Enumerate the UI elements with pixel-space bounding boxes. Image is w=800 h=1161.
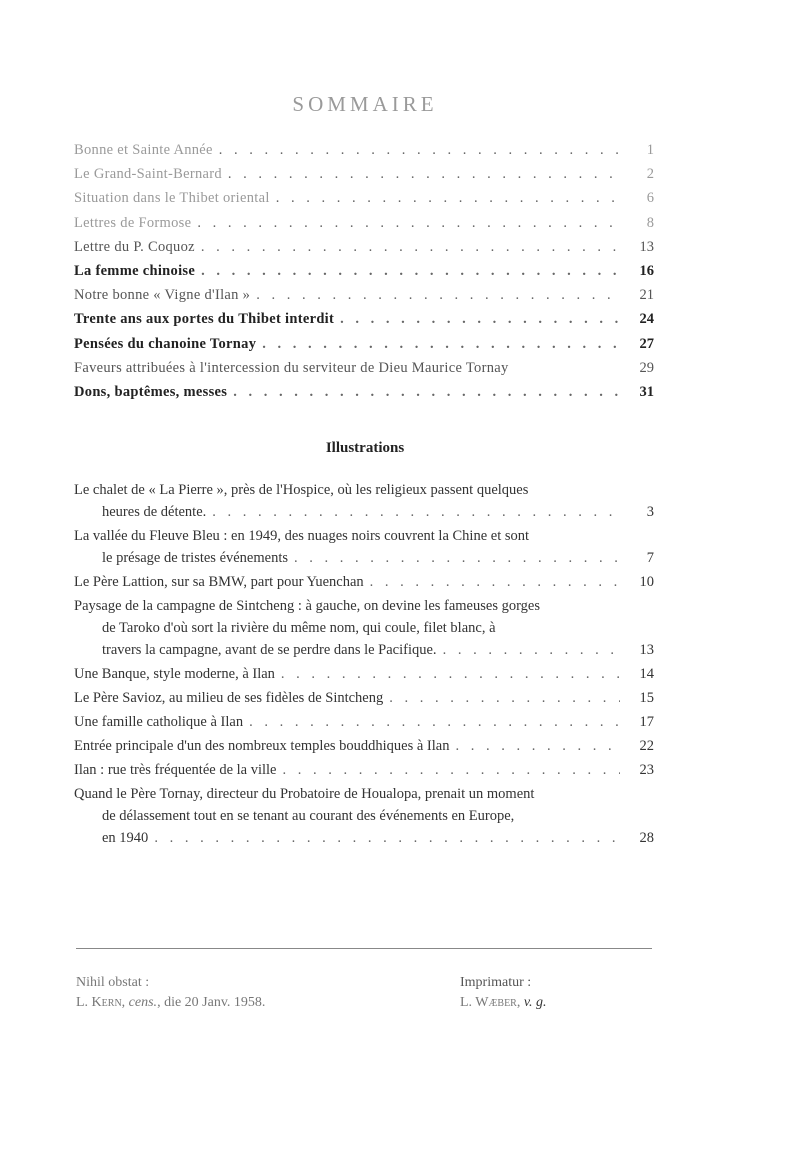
illustration-caption: Le Père Lattion, sur sa BMW, part pour Yuenchan bbox=[74, 574, 364, 590]
illustration-page: 17 bbox=[639, 714, 654, 730]
illustration-caption: heures de détente. bbox=[102, 504, 207, 520]
toc-entry-label: Situation dans le Thibet oriental bbox=[74, 190, 270, 207]
dot-leader bbox=[370, 574, 620, 591]
toc-entry-label: Notre bonne « Vigne d'Ilan » bbox=[74, 287, 251, 304]
toc-entry-label: Pensées du chanoine Tornay bbox=[74, 335, 257, 352]
page-title: SOMMAIRE bbox=[292, 92, 438, 116]
dot-leader bbox=[233, 384, 620, 401]
illustration-caption: Quand le Père Tornay, directeur du Probatoire de Houalopa, prenait un moment bbox=[74, 786, 535, 802]
illustration-page: 14 bbox=[639, 666, 654, 682]
illustration-line bbox=[74, 808, 654, 830]
illustration-caption: Une famille catholique à Ilan bbox=[74, 714, 244, 730]
imprimatur-name: L. Wæber bbox=[460, 995, 517, 1010]
toc-entry bbox=[74, 190, 654, 212]
toc-entry-page: 31 bbox=[639, 384, 654, 400]
dot-leader bbox=[249, 714, 620, 731]
illustrations-heading: Illustrations bbox=[325, 440, 405, 456]
illustration-line bbox=[74, 642, 654, 664]
illustration-page: 13 bbox=[639, 642, 654, 658]
dot-leader bbox=[283, 762, 621, 779]
toc-entry-page: 29 bbox=[639, 359, 654, 376]
toc-entry-label: Bonne et Sainte Année bbox=[74, 142, 213, 158]
toc-entry-page: 16 bbox=[639, 263, 654, 279]
illustration-caption: Le Père Savioz, au milieu de ses fidèles de Sintcheng bbox=[74, 690, 384, 706]
illustration-line bbox=[74, 598, 654, 620]
toc-entry-label: Trente ans aux portes du Thibet interdit bbox=[74, 311, 335, 328]
toc-entry-label: Le Grand-Saint-Bernard bbox=[74, 166, 222, 183]
illustration-line bbox=[74, 620, 654, 642]
toc-entry-page: 8 bbox=[646, 214, 654, 231]
illustration-page: 7 bbox=[646, 550, 654, 566]
illustration-line bbox=[74, 574, 654, 596]
illustration-line bbox=[74, 528, 654, 550]
toc-entry-page: 6 bbox=[646, 190, 654, 207]
illustration-page: 3 bbox=[646, 504, 654, 520]
illustration-entry bbox=[74, 690, 654, 712]
toc-entry bbox=[74, 142, 654, 164]
toc-entry-label: Dons, baptêmes, messes bbox=[74, 384, 228, 400]
toc-entry-page: 24 bbox=[639, 311, 654, 328]
dot-leader bbox=[201, 263, 620, 280]
illustration-line bbox=[74, 482, 654, 504]
illustration-caption: en 1940 bbox=[102, 830, 149, 846]
imprimatur-signature: L. Wæber, v. g. bbox=[460, 995, 547, 1010]
dot-leader bbox=[262, 336, 620, 353]
illustration-line bbox=[74, 830, 654, 852]
censor-date: , die 20 Janv. 1958. bbox=[157, 995, 266, 1010]
toc-entry-label: La femme chinoise bbox=[74, 263, 196, 279]
illustration-entry bbox=[74, 738, 654, 760]
illustration-caption: de délassement tout en se tenant au courant des événements en Europe, bbox=[102, 808, 515, 824]
toc-entry bbox=[74, 263, 654, 285]
dot-leader bbox=[212, 504, 620, 521]
dot-leader bbox=[281, 666, 620, 683]
illustration-entry bbox=[74, 598, 654, 664]
illustration-caption: de Taroko d'où sort la rivière du même nom, qui coule, filet blanc, à bbox=[102, 620, 496, 636]
illustration-caption: Ilan : rue très fréquentée de la ville bbox=[74, 762, 277, 778]
dot-leader bbox=[256, 287, 620, 304]
toc-entry bbox=[74, 239, 654, 261]
censor-signature: L. Kern, cens., die 20 Janv. 1958. bbox=[76, 995, 266, 1010]
illustration-line bbox=[74, 550, 654, 572]
toc-entry-page: 13 bbox=[639, 238, 654, 255]
illustration-line bbox=[74, 504, 654, 526]
illustration-page: 28 bbox=[639, 830, 654, 846]
illustration-entry bbox=[74, 666, 654, 688]
toc-entry bbox=[74, 336, 654, 358]
illustration-line bbox=[74, 738, 654, 760]
dot-leader bbox=[294, 550, 620, 567]
dot-leader bbox=[443, 642, 620, 659]
nihil-obstat-block bbox=[76, 975, 265, 1011]
imprimatur-role: v. g. bbox=[523, 995, 547, 1010]
dot-leader bbox=[228, 166, 620, 183]
imprimatur-label: Imprimatur : bbox=[460, 975, 532, 990]
dot-leader bbox=[197, 215, 620, 232]
illustration-line bbox=[74, 690, 654, 712]
illustration-page: 23 bbox=[639, 762, 654, 778]
illustration-caption: le présage de tristes événements bbox=[102, 550, 289, 566]
illustration-entry bbox=[74, 762, 654, 784]
illustration-entry bbox=[74, 482, 654, 526]
illustration-page: 22 bbox=[639, 738, 654, 754]
illustration-caption: travers la campagne, avant de se perdre dans le Pacifique. bbox=[102, 642, 437, 658]
illustration-entry bbox=[74, 574, 654, 596]
dot-leader bbox=[219, 142, 620, 159]
toc-entry-page: 21 bbox=[639, 287, 654, 304]
illustration-page: 15 bbox=[639, 690, 654, 706]
toc-entry-label: Faveurs attribuées à l'intercession du serviteur de Dieu Maurice Tornay bbox=[74, 359, 509, 376]
dot-leader bbox=[154, 830, 620, 847]
illustration-line bbox=[74, 786, 654, 808]
toc-entry bbox=[74, 215, 654, 237]
imprimatur-block bbox=[460, 975, 547, 1011]
toc-entry bbox=[74, 166, 654, 188]
censor-role: cens. bbox=[128, 995, 158, 1010]
nihil-obstat-label: Nihil obstat : bbox=[76, 975, 150, 990]
toc-entry bbox=[74, 384, 654, 406]
dot-leader bbox=[201, 239, 620, 256]
toc-entry-label: Lettre du P. Coquoz bbox=[74, 238, 195, 255]
illustration-page: 10 bbox=[639, 574, 654, 590]
illustration-caption: Entrée principale d'un des nombreux temples bouddhiques à Ilan bbox=[74, 738, 450, 754]
dot-leader bbox=[340, 311, 620, 328]
illustration-caption: La vallée du Fleuve Bleu : en 1949, des nuages noirs couvrent la Chine et sont bbox=[74, 528, 530, 544]
toc-entry-page: 27 bbox=[639, 335, 654, 352]
censor-name: L. Kern bbox=[76, 995, 122, 1010]
illustration-entry bbox=[74, 786, 654, 852]
illustration-line bbox=[74, 666, 654, 688]
dot-leader bbox=[455, 738, 620, 755]
illustration-entry bbox=[74, 528, 654, 572]
dot-leader bbox=[389, 690, 620, 707]
illustration-caption: Paysage de la campagne de Sintcheng : à gauche, on devine les fameuses gorges bbox=[74, 598, 540, 614]
toc-entry bbox=[74, 311, 654, 333]
illustration-caption: Le chalet de « La Pierre », près de l'Hospice, où les religieux passent quelques bbox=[74, 482, 529, 498]
footer-divider bbox=[76, 948, 652, 949]
toc-entry-page: 2 bbox=[646, 166, 654, 183]
illustration-caption: Une Banque, style moderne, à Ilan bbox=[74, 666, 275, 682]
toc-entry-label: Lettres de Formose bbox=[74, 214, 192, 231]
toc-entry bbox=[74, 287, 654, 309]
toc-entry bbox=[74, 360, 654, 382]
dot-leader bbox=[276, 190, 620, 207]
illustrations-list bbox=[74, 482, 654, 854]
illustration-line bbox=[74, 762, 654, 784]
illustration-line bbox=[74, 714, 654, 736]
toc-entry-page: 1 bbox=[646, 142, 654, 158]
illustration-entry bbox=[74, 714, 654, 736]
